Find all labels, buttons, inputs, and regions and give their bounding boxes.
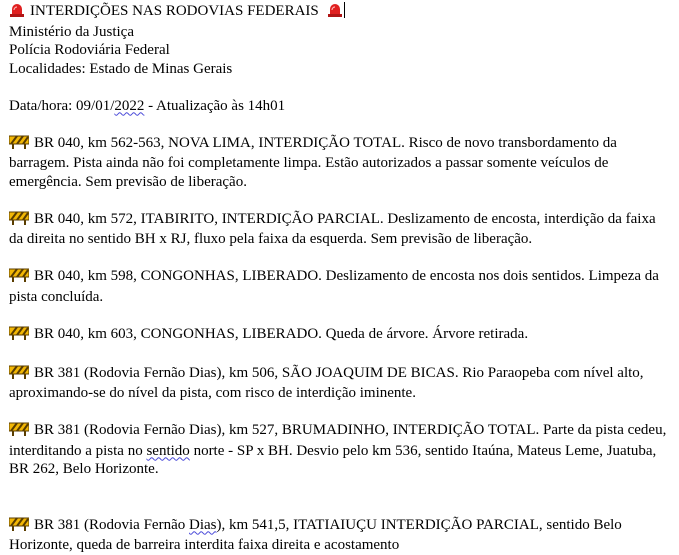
title-text: INTERDIÇÕES NAS RODOVIAS FEDERAIS bbox=[30, 3, 319, 19]
entry-text: BR 381 (Rodovia Fernão Dias), km 506, SÃO JOAQUIM DE BICAS. Rio Paraopeba com nível alto, aproximando-se do nível da pista, com risco de interdição iminente. bbox=[9, 364, 644, 401]
entry-1 bbox=[9, 134, 673, 192]
entry-text: ), km 541,5, ITATIAIUÇU INTERDIÇÃO PARCIAL, sentido Belo Horizonte, queda de barreira interdita faixa direita e acostamento bbox=[9, 516, 622, 553]
road-barrier-icon bbox=[9, 134, 29, 155]
entry-2 bbox=[9, 210, 673, 249]
datetime-label: Data/hora: 09/01/ bbox=[9, 97, 115, 114]
agency-line: Polícia Rodoviária Federal bbox=[9, 42, 170, 58]
datetime-year: 2022 bbox=[114, 97, 145, 114]
entry-6 bbox=[9, 421, 673, 479]
document-title bbox=[9, 2, 673, 23]
entry-text: BR 040, km 598, CONGONHAS, LIBERADO. Deslizamento de encosta nos dois sentidos. Limpeza da pista concluída. bbox=[9, 268, 659, 305]
document-body[interactable] bbox=[9, 2, 673, 555]
siren-icon bbox=[327, 2, 343, 23]
entry-7 bbox=[9, 516, 673, 555]
entry-text: BR 040, km 603, CONGONHAS, LIBERADO. Queda de árvore. Árvore retirada. bbox=[34, 325, 529, 342]
ministry-line: Ministério da Justiça bbox=[9, 23, 134, 40]
road-barrier-icon bbox=[9, 516, 29, 537]
road-barrier-icon bbox=[9, 267, 29, 288]
road-barrier-icon bbox=[9, 210, 29, 231]
datetime-line bbox=[9, 97, 673, 116]
entry-text: BR 381 (Rodovia Fernão Dias), km 527, BRUMADINHO, INTERDIÇÃO TOTAL. Parte da pista cedeu, interditando a pista no bbox=[9, 422, 667, 459]
text-cursor bbox=[344, 2, 345, 18]
spellcheck-word[interactable]: Dias bbox=[189, 516, 217, 533]
road-barrier-icon bbox=[9, 325, 29, 346]
entry-text: BR 040, km 572, ITABIRITO, INTERDIÇÃO PARCIAL. Deslizamento de encosta, interdição da faixa da direita no sentido BH x RJ, fluxo pela faixa da esquerda. Sem previsão de liberação. bbox=[9, 210, 656, 247]
entry-text: norte - SP x BH. Desvio pelo km 536, sentido Itaúna, Mateus Leme, Juatuba, BR 262, Belo Horizonte. bbox=[9, 442, 657, 477]
entry-text: BR 381 (Rodovia Fernão bbox=[34, 516, 189, 533]
datetime-update: - Atualização às 14h01 bbox=[144, 97, 286, 114]
locality-line: Localidades: Estado de Minas Gerais bbox=[9, 60, 233, 77]
road-barrier-icon bbox=[9, 364, 29, 385]
entry-5 bbox=[9, 364, 673, 403]
entry-3 bbox=[9, 267, 673, 306]
road-barrier-icon bbox=[9, 421, 29, 442]
entry-text: BR 040, km 562-563, NOVA LIMA, INTERDIÇÃO TOTAL. Risco de novo transbordamento da barragem. Pista ainda não foi completamente limpa. Estão autorizados a passar somente veículos de emergência. Sem previsão de liberação. bbox=[9, 134, 617, 190]
spellcheck-word[interactable]: sentido bbox=[146, 442, 190, 459]
entry-4 bbox=[9, 325, 673, 346]
siren-icon bbox=[9, 2, 25, 23]
